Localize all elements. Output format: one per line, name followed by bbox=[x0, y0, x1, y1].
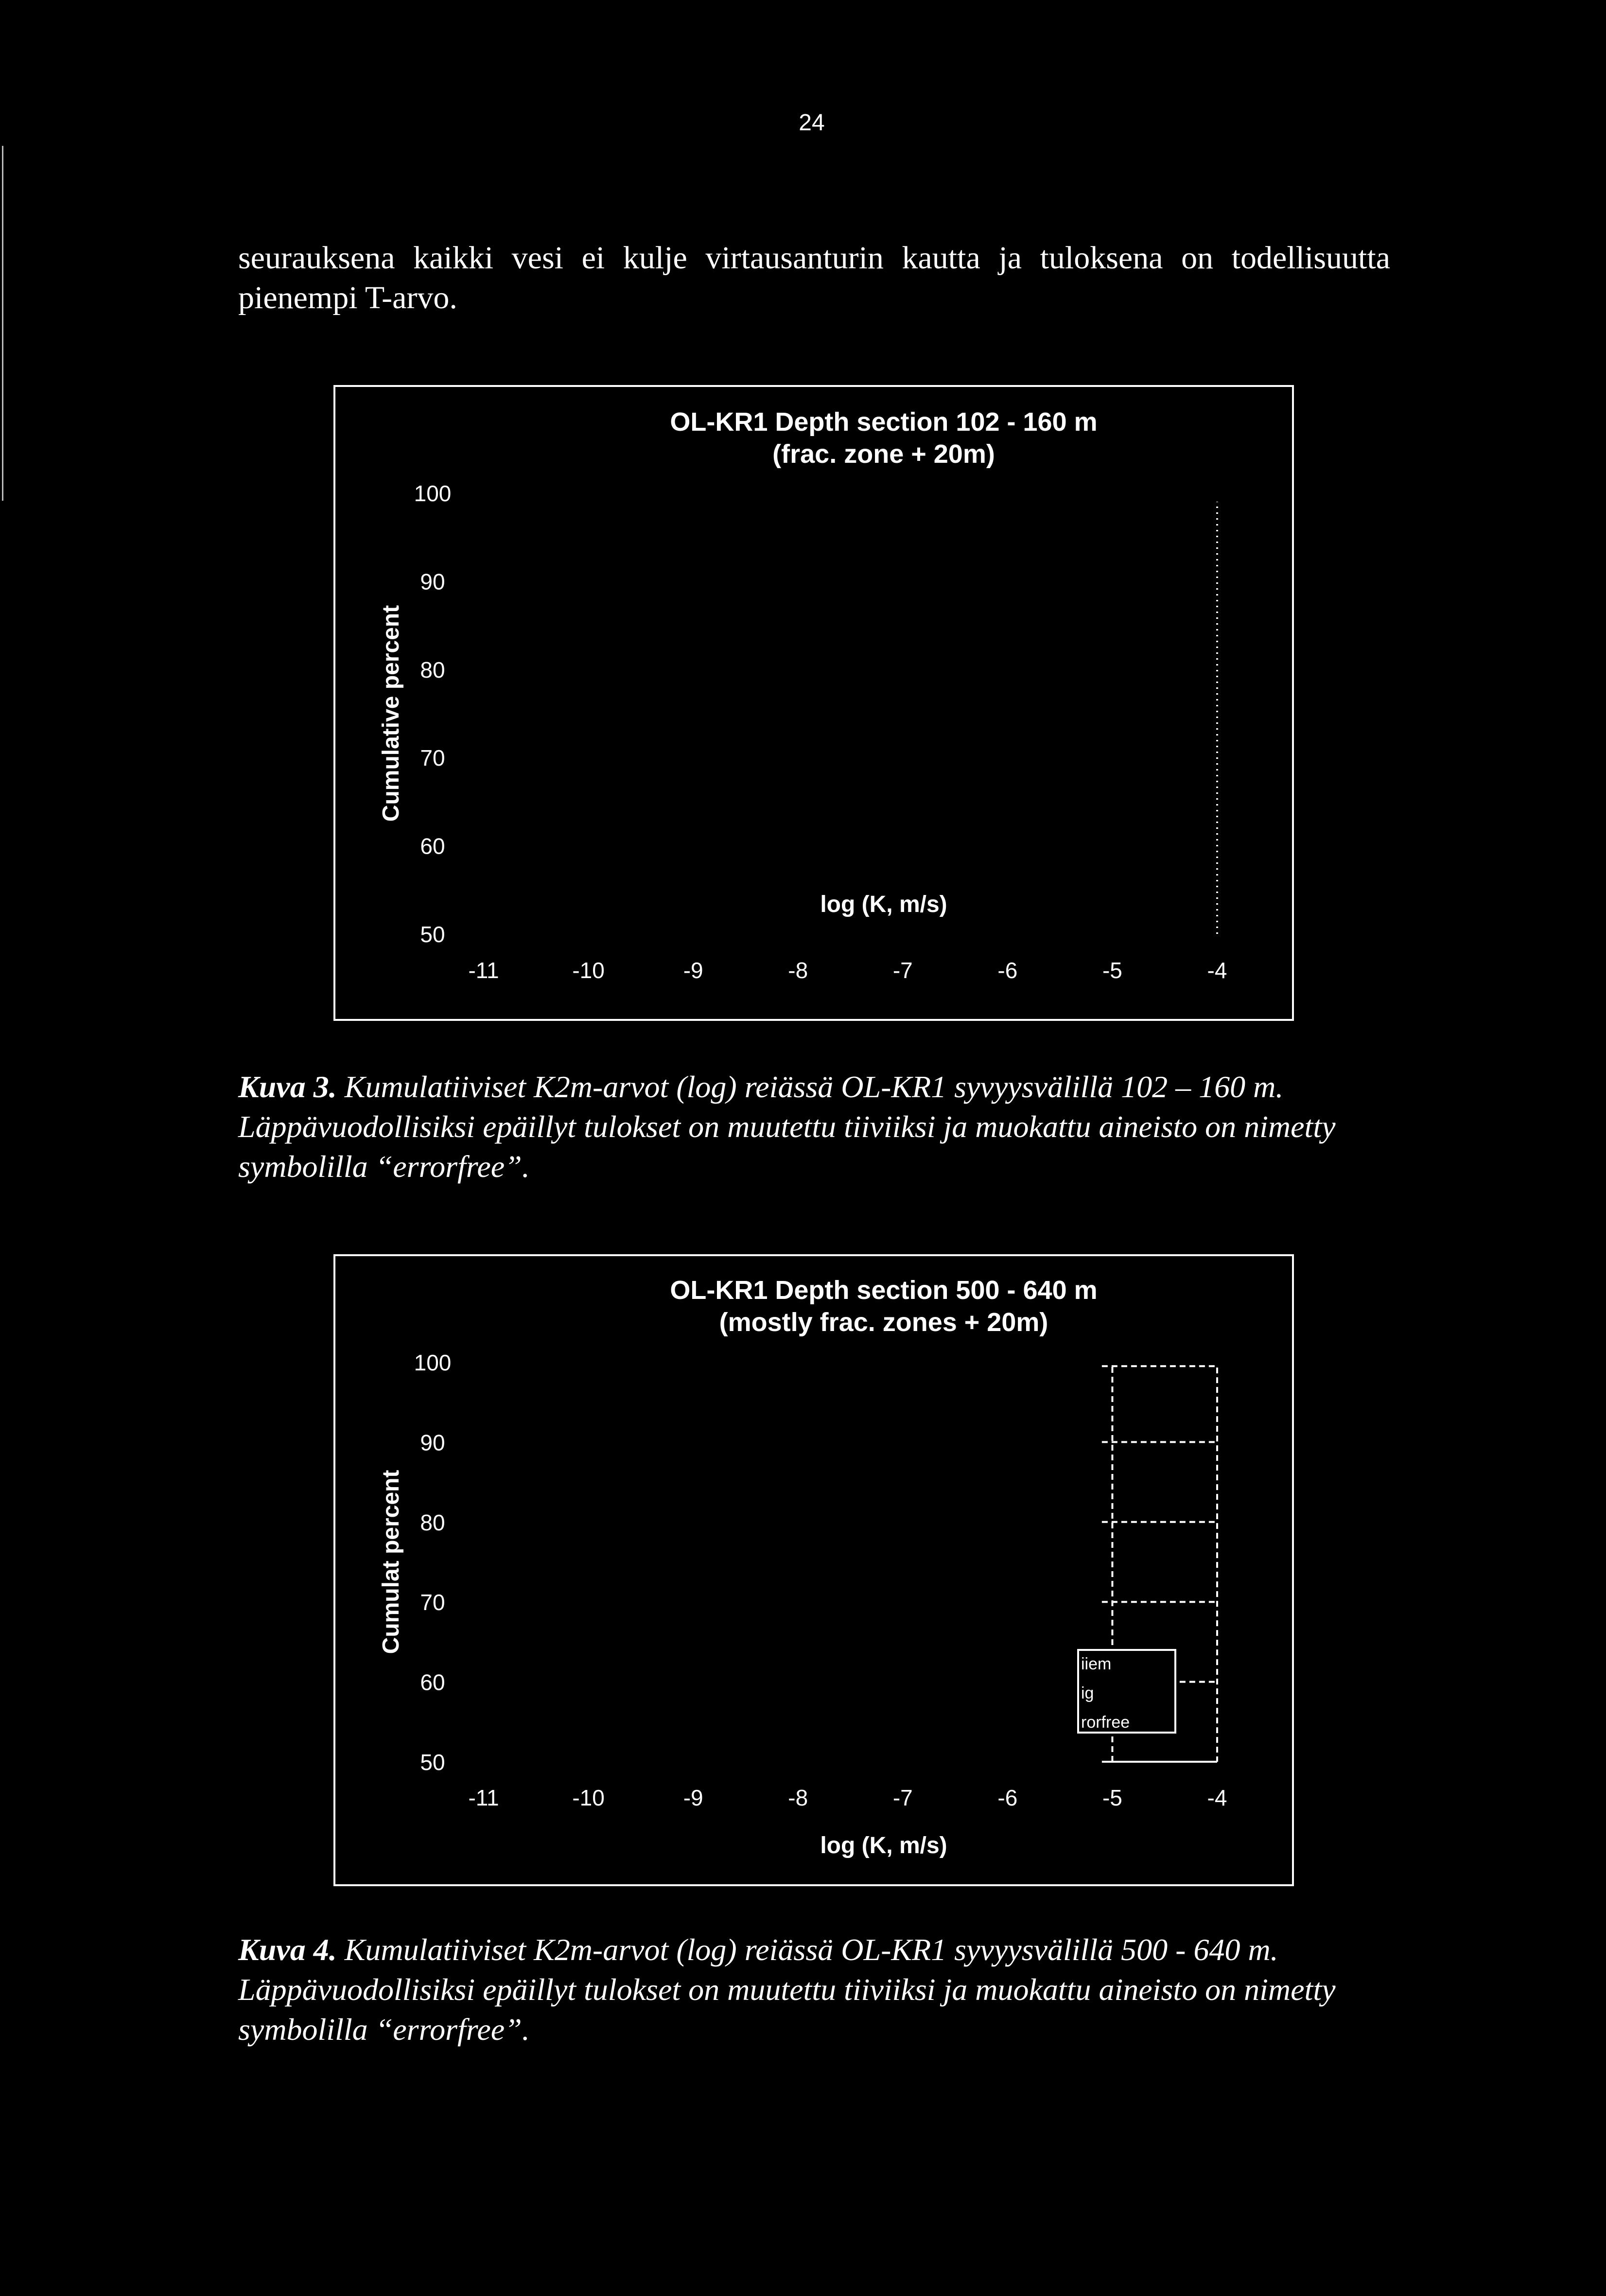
x-tick-label: -9 bbox=[683, 1785, 703, 1810]
y-tick-label: 100 bbox=[414, 481, 452, 506]
legend-entry: iiem bbox=[1081, 1655, 1112, 1673]
chart-2-subtitle: (mostly frac. zones + 20m) bbox=[719, 1308, 1048, 1337]
x-tick-label: -5 bbox=[1102, 1785, 1122, 1810]
legend-entry: rorfree bbox=[1081, 1713, 1130, 1732]
x-tick-label: -8 bbox=[788, 1785, 808, 1810]
x-tick-label: -4 bbox=[1207, 958, 1227, 983]
x-axis-label: log (K, m/s) bbox=[820, 1833, 947, 1858]
x-tick-label: -11 bbox=[468, 1785, 499, 1810]
y-tick-label: 90 bbox=[420, 569, 445, 595]
y-tick-label: 70 bbox=[420, 1590, 445, 1615]
x-tick-label: -6 bbox=[997, 1785, 1018, 1810]
x-tick-label: -8 bbox=[788, 958, 808, 983]
legend-entry: ig bbox=[1081, 1684, 1094, 1702]
chart-2-title: OL-KR1 Depth section 500 - 640 m bbox=[670, 1276, 1098, 1305]
y-tick-label: 60 bbox=[420, 1669, 445, 1695]
body-paragraph: seurauksena kaikki vesi ei kulje virtausanturin kautta ja tuloksena on todellisuutta pienempi T-arvo. bbox=[238, 240, 1390, 315]
chart-2 bbox=[335, 1256, 1292, 1884]
figure-2 bbox=[333, 1254, 1294, 1886]
chart-1-subtitle: (frac. zone + 20m) bbox=[772, 439, 995, 469]
x-tick-label: -9 bbox=[683, 958, 703, 983]
chart-1-title: OL-KR1 Depth section 102 - 160 m bbox=[670, 407, 1098, 437]
y-axis-label: Cumulative percent bbox=[378, 605, 404, 822]
figure-1-caption-text: Kumulatiiviset K2m-arvot (log) reiässä OL-KR1 syvyysvälillä 102 – 160 m. Läppävuodollisiksi epäillyt tulokset on muutettu tiiviiksi ja muokattu aineisto on nimetty symbolilla “errorfree”. bbox=[238, 1069, 1336, 1184]
x-tick-label: -10 bbox=[572, 958, 605, 983]
y-tick-label: 60 bbox=[420, 833, 445, 859]
x-tick-label: -7 bbox=[892, 958, 913, 983]
y-axis-label: Cumulat percent bbox=[378, 1470, 404, 1654]
y-tick-label: 50 bbox=[420, 1750, 445, 1775]
x-tick-label: -11 bbox=[468, 958, 499, 983]
x-tick-label: -4 bbox=[1207, 1785, 1227, 1810]
figure-1-caption bbox=[238, 1067, 1390, 1187]
x-axis-label: log (K, m/s) bbox=[820, 892, 947, 917]
figure-1-caption-label: Kuva 3. bbox=[238, 1069, 337, 1104]
y-tick-label: 80 bbox=[420, 657, 445, 683]
x-tick-label: -5 bbox=[1102, 958, 1122, 983]
y-tick-label: 90 bbox=[420, 1430, 445, 1455]
page-number: 24 bbox=[799, 110, 825, 136]
x-tick-label: -10 bbox=[572, 1785, 605, 1810]
figure-2-caption-text: Kumulatiiviset K2m-arvot (log) reiässä OL-KR1 syvyysvälillä 500 - 640 m. Läppävuodollisiksi epäillyt tulokset on muutettu tiiviiksi ja muokattu aineisto on nimetty symbolilla “errorfree”. bbox=[238, 1932, 1336, 2047]
y-tick-label: 80 bbox=[420, 1509, 445, 1535]
y-tick-label: 70 bbox=[420, 745, 445, 771]
figure-1 bbox=[333, 385, 1294, 1021]
chart-1 bbox=[335, 387, 1292, 1019]
figure-2-caption-label: Kuva 4. bbox=[238, 1932, 337, 1967]
x-tick-label: -7 bbox=[892, 1785, 913, 1810]
margin-rule bbox=[2, 146, 3, 501]
y-tick-label: 100 bbox=[414, 1350, 452, 1375]
figure-2-caption bbox=[238, 1930, 1390, 2050]
y-tick-label: 50 bbox=[420, 922, 445, 947]
x-tick-label: -6 bbox=[997, 958, 1018, 983]
